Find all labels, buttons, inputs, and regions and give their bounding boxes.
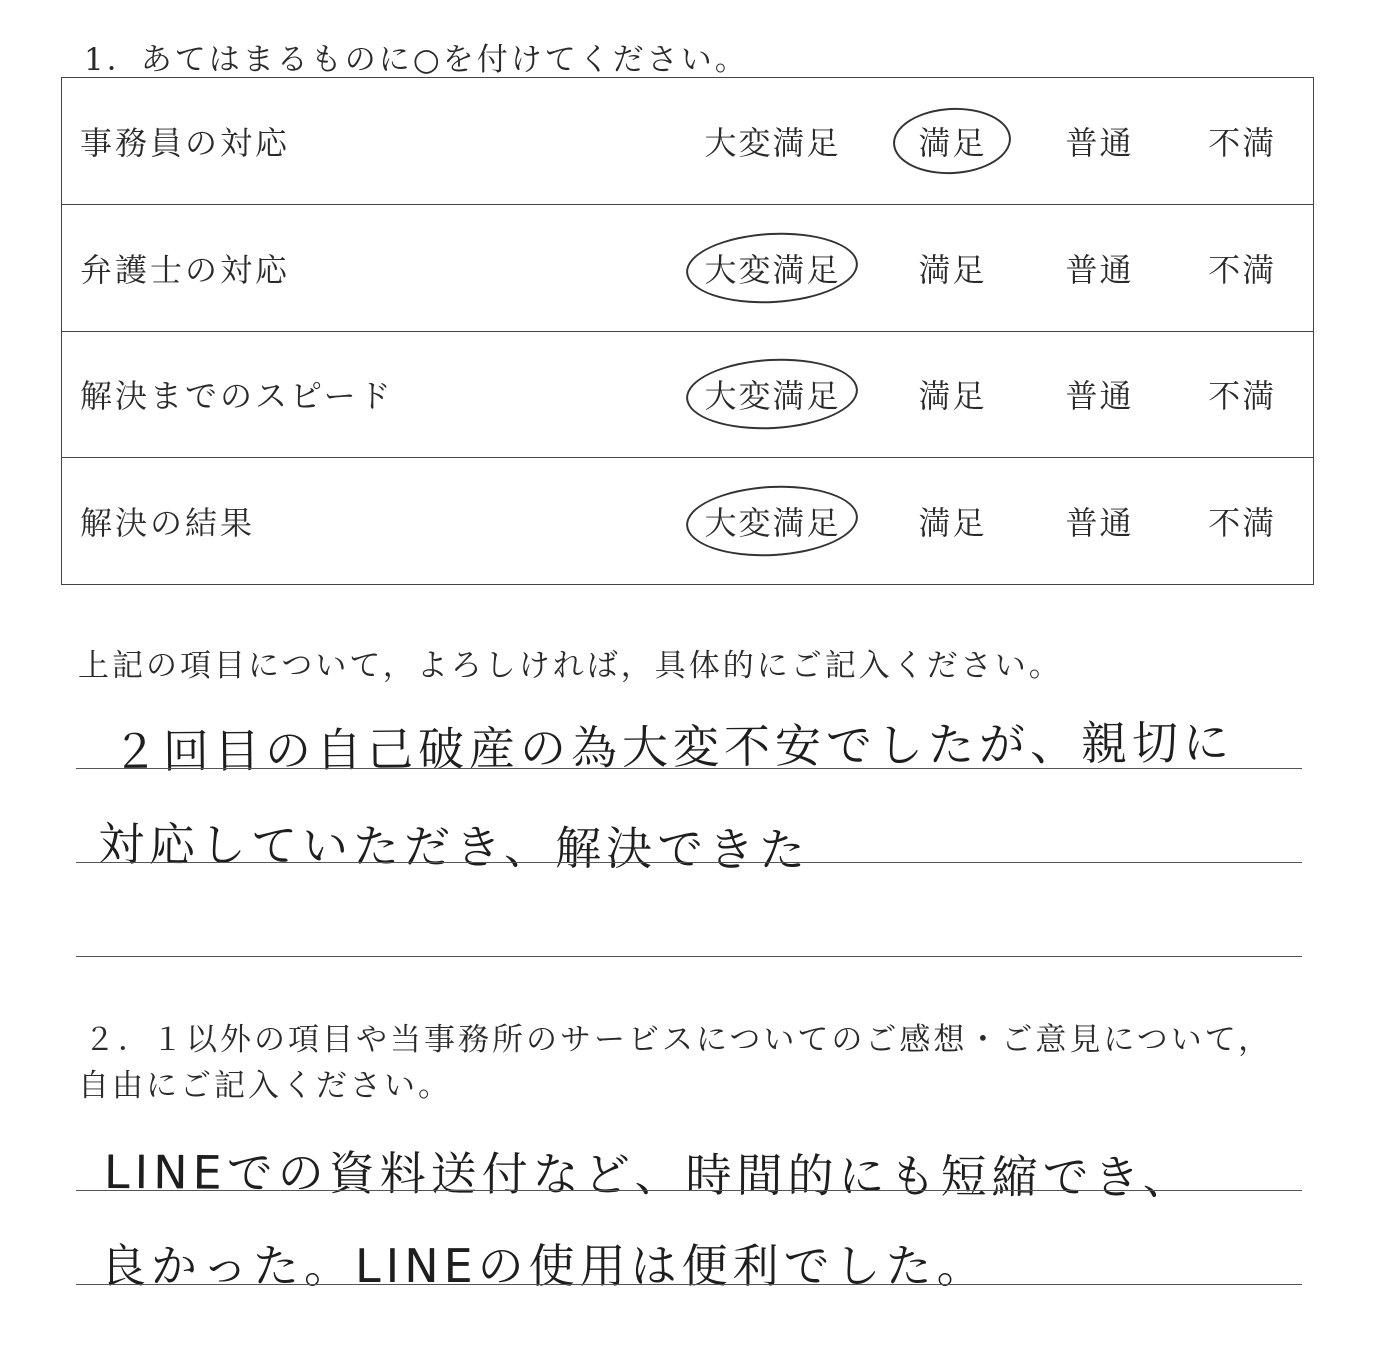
rating-option[interactable] <box>1172 78 1314 205</box>
rating-row <box>62 331 1314 458</box>
rating-option-label: 満足 <box>918 377 987 416</box>
rating-option-label: 不満 <box>1208 250 1277 289</box>
answer-rule <box>76 956 1302 957</box>
rating-row-label: 事務員の対応 <box>62 78 668 205</box>
rating-row <box>62 78 1314 205</box>
rating-option-selected[interactable] <box>668 331 878 458</box>
rating-option-label: 大変満足 <box>704 371 840 417</box>
question2-heading-line1: ２．１以外の項目や当事務所のサービスについてのご感想・ご意見について， <box>84 1022 1273 1058</box>
rating-option[interactable] <box>1028 78 1172 205</box>
rating-option[interactable] <box>878 331 1028 458</box>
answer1-line-1: ２回目の自己破産の為大変不安でしたが、親切に <box>111 715 1235 779</box>
rating-option[interactable] <box>1172 331 1314 458</box>
rating-option-label: 普通 <box>1065 250 1134 289</box>
rating-option-label: 満足 <box>918 504 987 543</box>
rating-option[interactable] <box>878 458 1028 585</box>
rating-option-label: 不満 <box>1208 377 1277 416</box>
answer1-line-2: 対応していただき、解決できた <box>97 817 811 878</box>
answer-rule <box>76 862 1302 863</box>
rating-table <box>61 77 1314 585</box>
rating-option-label: 満足 <box>918 250 987 289</box>
rating-row <box>62 458 1314 585</box>
rating-option[interactable] <box>1028 204 1172 331</box>
rating-option[interactable] <box>668 78 878 205</box>
rating-option-label: 普通 <box>1065 123 1134 162</box>
rating-option-selected[interactable] <box>668 204 878 331</box>
detail-prompt: 上記の項目について，よろしければ，具体的にご記入ください。 <box>78 648 1063 684</box>
rating-option-label: 不満 <box>1208 504 1277 543</box>
rating-row-label: 解決の結果 <box>62 458 668 585</box>
rating-row-label: 弁護士の対応 <box>62 204 668 331</box>
rating-option-label: 普通 <box>1065 377 1134 416</box>
rating-option-label: 大変満足 <box>704 123 841 162</box>
question2-heading-line2: 自由にご記入ください。 <box>78 1068 452 1104</box>
rating-row-label: 解決までのスピード <box>62 331 668 458</box>
answer2-line-1: LINEでの資料送付など、時間的にも短縮でき、 <box>103 1145 1194 1205</box>
rating-option-label: 不満 <box>1208 123 1277 162</box>
answer-rule <box>76 1190 1302 1191</box>
rating-option[interactable] <box>1172 204 1314 331</box>
answer2-line-2: 良かった。LINEの使用は便利でした。 <box>100 1239 988 1293</box>
rating-option[interactable] <box>1028 458 1172 585</box>
rating-option-selected[interactable] <box>668 458 878 585</box>
answer-rule <box>76 768 1302 769</box>
answer-rule <box>76 1284 1302 1285</box>
rating-option[interactable] <box>1028 331 1172 458</box>
question1-heading: 1．あてはまるものに○を付けてください。 <box>84 42 749 78</box>
rating-option[interactable] <box>878 204 1028 331</box>
rating-option-label: 大変満足 <box>704 498 840 544</box>
rating-option-label: 満足 <box>918 118 986 164</box>
rating-option-label: 普通 <box>1065 504 1134 543</box>
rating-option-label: 大変満足 <box>704 245 840 291</box>
rating-row <box>62 204 1314 331</box>
rating-option-selected[interactable] <box>878 78 1028 205</box>
rating-option[interactable] <box>1172 458 1314 585</box>
